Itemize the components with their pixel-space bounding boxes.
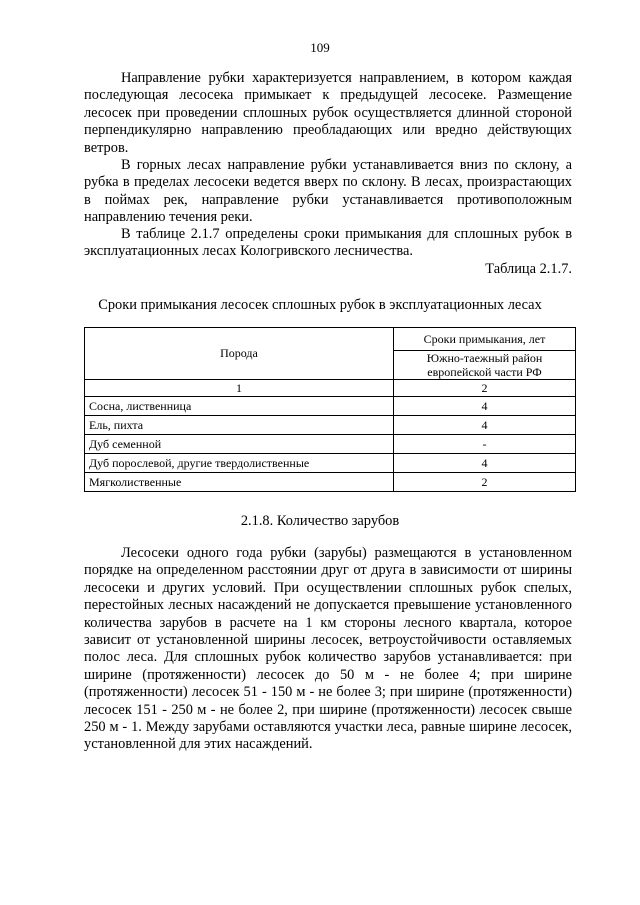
- paragraph-number-of-cuts: Лесосеки одного года рубки (зарубы) размещаются в установленном порядке на определенном расстоянии друг от друга в зависимости от ширины лесосеки и других условий. При осуществлении сплошных рубок спелых, перестойных лесных насаждений не допускается превышение установленного количества зарубов в расчете на 1 км стороны лесного квартала, которое зависит от установленной ширины лесосек, ветроустойчивости оставляемых полос леса. Для сплошных рубок количество зарубов устанавливается: при ширине (протяженности) лесосек до 50 м - не более 4; при ширине (протяженности) лесосек 51 - 150 м - не более 3; при ширине (протяженности) лесосек 151 - 250 м - не более 2, при ширине (протяженности) лесосек свыше 250 м - 1. Между зарубами оставляются участки леса, равные ширине лесосек, установленной для этих насаждений.: [84, 545, 572, 753]
- table-row: [85, 454, 576, 473]
- paragraph-table-reference: В таблице 2.1.7 определены сроки примыкания для сплошных рубок в эксплуатационных лесах Кологривского лесничества.: [84, 226, 572, 260]
- table-column-number-row: [85, 380, 576, 397]
- table-header-row: [85, 328, 576, 351]
- paragraph-mountain-forests: В горных лесах направление рубки устанавливается вниз по склону, а рубка в пределах лесосеки ведется вверх по склону. В лесах, произрастающих в поймах рек, направление рубки устанавливается противоположным направлению течения реки.: [84, 157, 572, 226]
- term-cell: 4: [394, 416, 576, 435]
- column-number: 2: [394, 380, 576, 397]
- adjacency-terms-table: [84, 327, 576, 492]
- breed-cell: Дуб порослевой, другие твердолиственные: [85, 454, 394, 473]
- table-row: [85, 473, 576, 492]
- breed-cell: Дуб семенной: [85, 435, 394, 454]
- paragraph-cutting-direction: Направление рубки характеризуется направлением, в котором каждая последующая лесосека примыкает к предыдущей лесосеке. Размещение лесосек при проведении сплошных рубок осуществляется длинной стороной перпендикулярно направлению преобладающих или вредно действующих ветров.: [84, 70, 572, 156]
- table-label: Таблица 2.1.7.: [485, 261, 572, 277]
- header-terms: Сроки примыкания, лет: [394, 328, 576, 351]
- breed-cell: Мягколиственные: [85, 473, 394, 492]
- header-region: Южно-таежный район европейской части РФ: [394, 351, 576, 380]
- term-cell: 4: [394, 454, 576, 473]
- term-cell: 2: [394, 473, 576, 492]
- page-number: 109: [310, 40, 330, 55]
- term-cell: 4: [394, 397, 576, 416]
- table-row: [85, 435, 576, 454]
- table-row: [85, 416, 576, 435]
- table-caption: Сроки примыкания лесосек сплошных рубок в эксплуатационных лесах: [98, 297, 542, 313]
- breed-cell: Сосна, лиственница: [85, 397, 394, 416]
- column-number: 1: [85, 380, 394, 397]
- table-row: [85, 397, 576, 416]
- breed-cell: Ель, пихта: [85, 416, 394, 435]
- term-cell: -: [394, 435, 576, 454]
- section-heading: 2.1.8. Количество зарубов: [240, 513, 400, 529]
- header-breed: Порода: [85, 328, 394, 380]
